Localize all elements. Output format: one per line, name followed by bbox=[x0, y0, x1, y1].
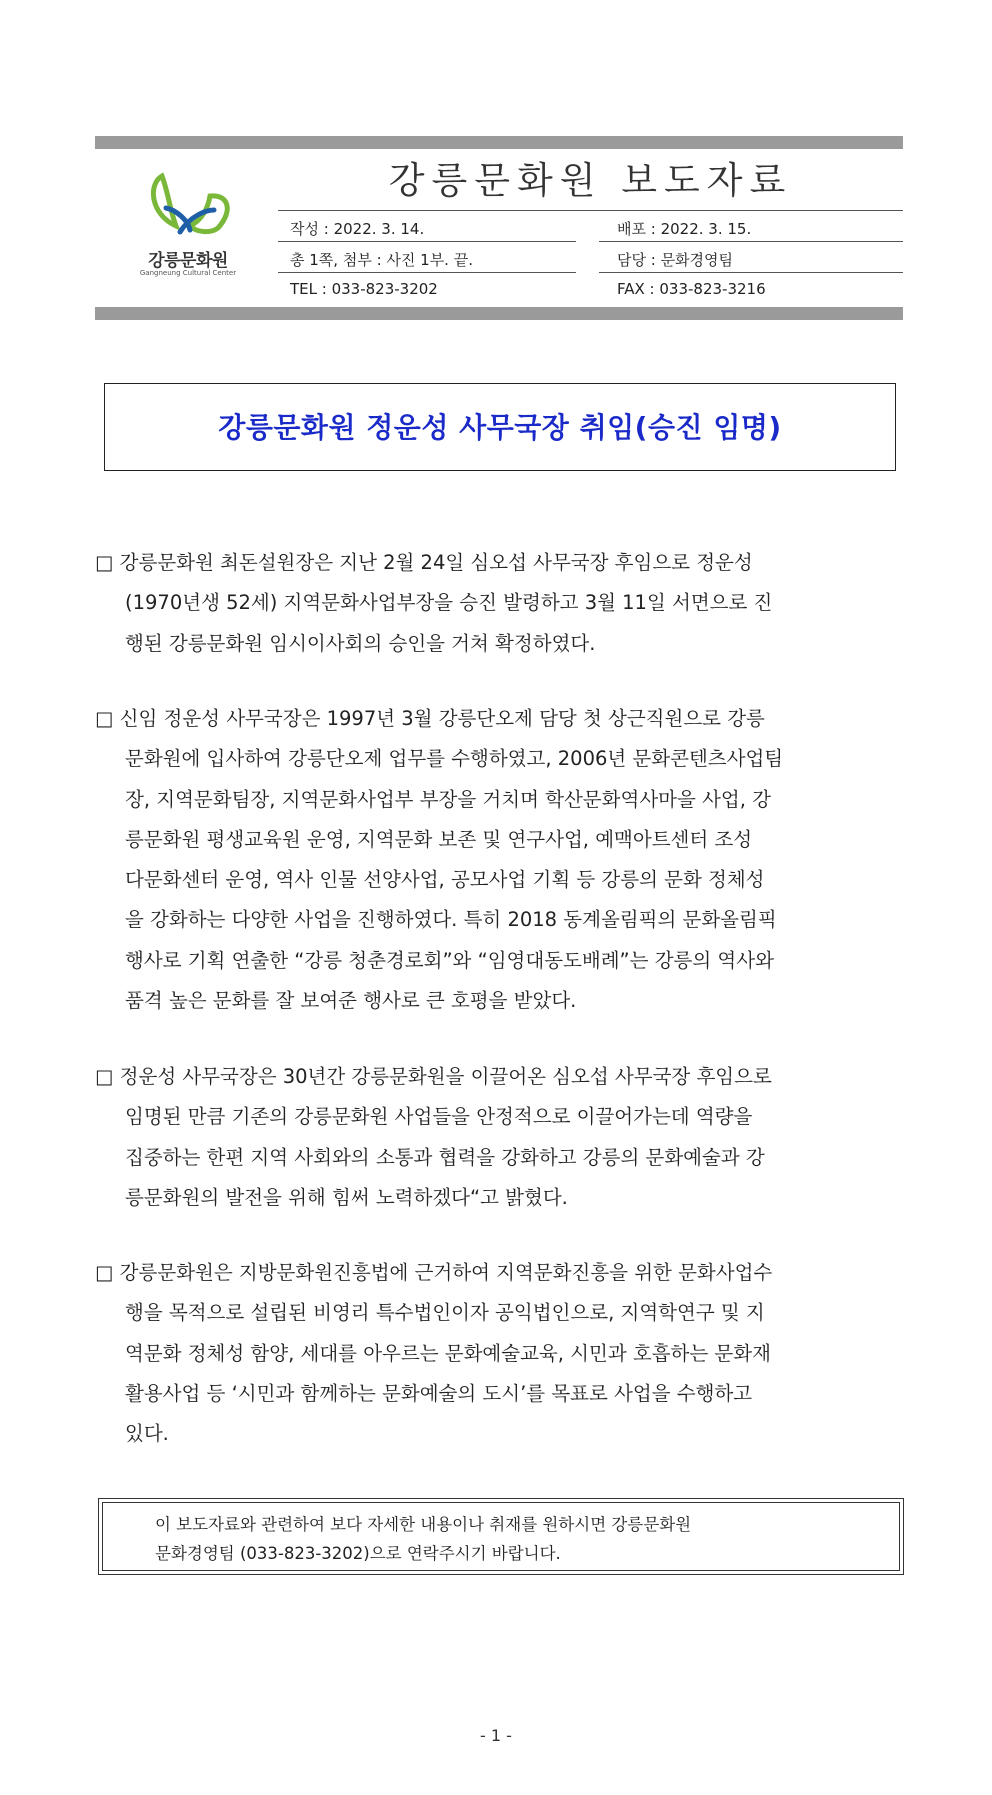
distribution-date: 배포 : 2022. 3. 15. bbox=[617, 220, 752, 238]
paragraph-line: 행된 강릉문화원 임시이사회의 승인을 거쳐 확정하였다. bbox=[125, 631, 596, 655]
paragraph-line: □ 정운성 사무국장은 30년간 강릉문화원을 이끌어온 심오섭 사무국장 후임으로 bbox=[95, 1065, 772, 1088]
paragraph bbox=[95, 1057, 907, 1218]
top-bar bbox=[95, 136, 903, 149]
checkbox-bullet: □ bbox=[95, 1065, 114, 1088]
paragraph-line: 품격 높은 문화를 잘 보여준 행사로 큰 호평을 받았다. bbox=[125, 989, 577, 1013]
page-number: - 1 - bbox=[480, 1726, 512, 1745]
header-rule bbox=[278, 272, 576, 273]
paragraph-line: 릉문화원 평생교육원 운영, 지역문화 보존 및 연구사업, 예맥아트센터 조성 bbox=[125, 827, 753, 851]
telephone: TEL : 033-823-3202 bbox=[290, 280, 438, 298]
written-date: 작성 : 2022. 3. 14. bbox=[290, 220, 425, 238]
paragraph-line: 임명된 만큼 기존의 강릉문화원 사업들을 안정적으로 이끌어가는데 역량을 bbox=[125, 1105, 753, 1129]
paragraph-line: 활용사업 등 ‘시민과 함께하는 문화예술의 도시’를 목표로 사업을 수행하고 bbox=[125, 1381, 753, 1405]
logo bbox=[118, 170, 258, 280]
header-rule bbox=[599, 272, 903, 273]
header-rule bbox=[599, 241, 903, 242]
paragraph-line: 다문화센터 운영, 역사 인물 선양사업, 공모사업 기획 등 강릉의 문화 정체성 bbox=[125, 868, 765, 892]
paragraph-line: 행사로 기획 연출한 “강릉 청춘경로회”와 “임영대동도배례”는 강릉의 역사와 bbox=[125, 948, 774, 972]
contact-box bbox=[98, 1498, 904, 1575]
paragraph-line: 역문화 정체성 함양, 세대를 아우르는 문화예술교육, 시민과 호흡하는 문화재 bbox=[125, 1341, 771, 1365]
headline: 강릉문화원 정운성 사무국장 취임(승진 임명) bbox=[218, 411, 782, 444]
contact-line-2: 문화경영팀 (033-823-3202)으로 연락주시기 바랍니다. bbox=[155, 1544, 561, 1563]
paragraph-line: 을 강화하는 다양한 사업을 진행하였다. 특히 2018 동계올림픽의 문화올림픽 bbox=[125, 908, 777, 932]
header-rule bbox=[278, 210, 903, 211]
contact-line-1: 이 보도자료와 관련하여 보다 자세한 내용이나 취재를 원하시면 강릉문화원 bbox=[155, 1515, 692, 1534]
paragraph bbox=[95, 1253, 907, 1454]
paragraph-line: (1970년생 52세) 지역문화사업부장을 승진 발령하고 3월 11일 서면으로 진 bbox=[125, 591, 773, 615]
headline-box bbox=[104, 383, 896, 471]
fax: FAX : 033-823-3216 bbox=[617, 280, 766, 298]
paragraph-line: □ 강릉문화원은 지방문화원진흥법에 근거하여 지역문화진흥을 위한 문화사업수 bbox=[95, 1261, 773, 1284]
paragraph-line: □ 신임 정운성 사무국장은 1997년 3월 강릉단오제 담당 첫 상근직원으로 강릉 bbox=[95, 707, 765, 730]
bottom-bar bbox=[95, 307, 903, 320]
logo-name: 강릉문화원 bbox=[148, 251, 228, 271]
paragraph bbox=[95, 699, 907, 1021]
paragraph-line: 있다. bbox=[125, 1422, 169, 1446]
paragraph-line: 문화원에 입사하여 강릉단오제 업무를 수행하였고, 2006년 문화콘텐츠사업팀 bbox=[125, 747, 784, 771]
paragraph-line: 행을 목적으로 설립된 비영리 특수법인이자 공익법인으로, 지역학연구 및 지 bbox=[125, 1301, 765, 1325]
paragraph-line: 장, 지역문화팀장, 지역문화사업부 부장을 거치며 학산문화역사마을 사업, 강 bbox=[125, 787, 771, 811]
paragraph-line: 릉문화원의 발전을 위해 힘써 노력하겠다“고 밝혔다. bbox=[125, 1185, 568, 1209]
logo-subtitle: Gangneung Cultural Center bbox=[139, 269, 237, 277]
logo-leaf-icon bbox=[118, 170, 258, 246]
checkbox-bullet: □ bbox=[95, 1261, 114, 1284]
header-rule bbox=[278, 241, 576, 242]
contact-team: 담당 : 문화경영팀 bbox=[617, 251, 734, 269]
paragraph-line: 집중하는 한편 지역 사회와의 소통과 협력을 강화하고 강릉의 문화예술과 강 bbox=[125, 1145, 765, 1169]
checkbox-bullet: □ bbox=[95, 551, 114, 574]
page-count: 총 1쪽, 첨부 : 사진 1부. 끝. bbox=[290, 251, 473, 269]
paragraph-line: □ 강릉문화원 최돈설원장은 지난 2월 24일 심오섭 사무국장 후임으로 정운성 bbox=[95, 551, 753, 574]
document-title: 강릉문화원 보도자료 bbox=[388, 159, 793, 202]
paragraph bbox=[95, 543, 907, 664]
checkbox-bullet: □ bbox=[95, 707, 114, 730]
